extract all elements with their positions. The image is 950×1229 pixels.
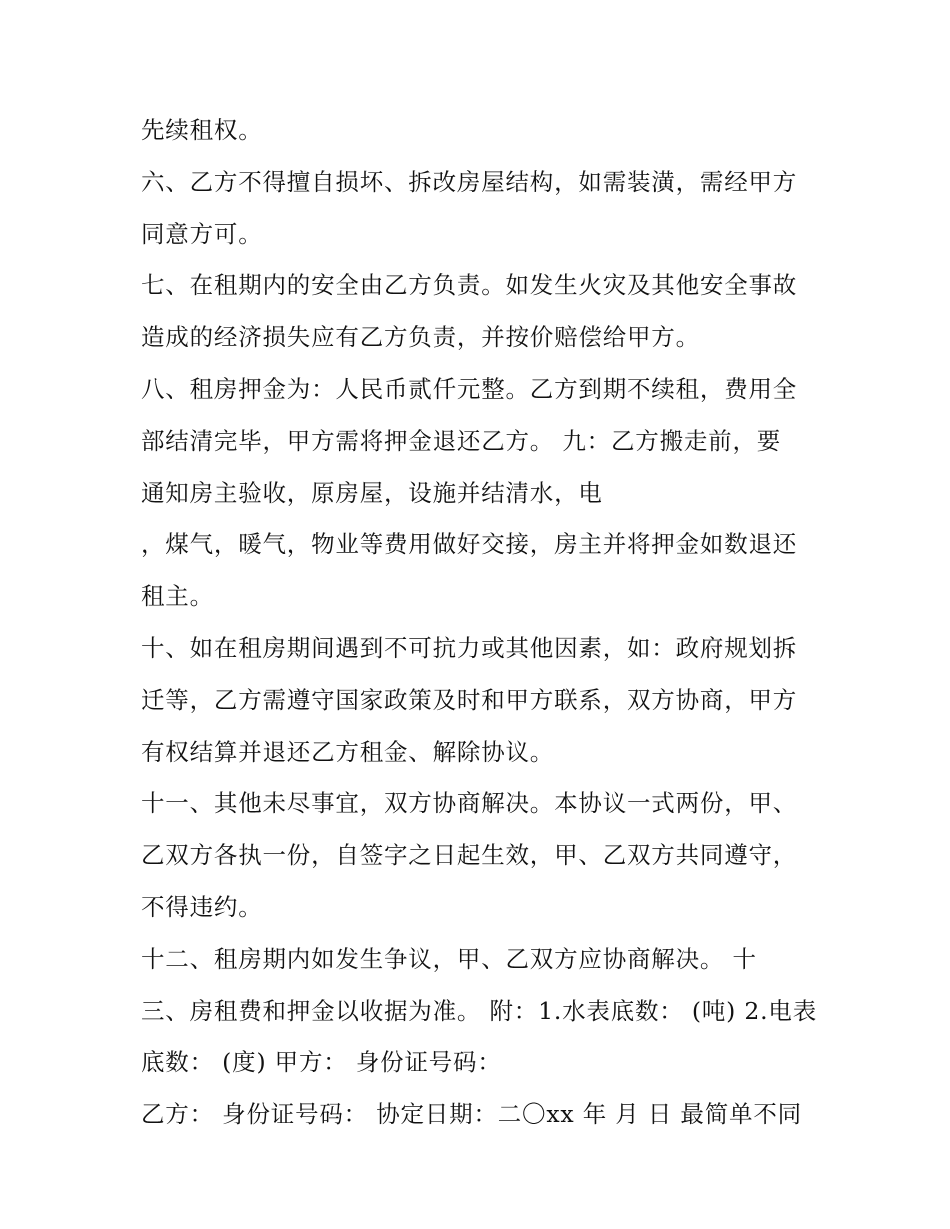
text-line: 六、乙方不得擅自损坏、拆改房屋结构，如需装潢，需经甲方 (141, 167, 798, 196)
text-line: 同意方可。 (141, 219, 263, 248)
text-line: 底数： (度) 甲方： 身份证号码： (141, 1048, 502, 1077)
document-body (141, 108, 821, 1144)
text-line: 十二、租房期内如发生争议，甲、乙双方应协商解决。 十 (141, 944, 757, 973)
text-line: 三、房租费和押金以收据为准。 附：1.水表底数： (吨) 2.电表 (141, 996, 817, 1025)
text-line: 十一、其他未尽事宜，双方协商解决。本协议一式两份，甲、 (141, 789, 798, 818)
text-line: ，煤气，暖气，物业等费用做好交接，房主并将押金如数退还 (141, 530, 798, 559)
text-line: 七、在租期内的安全由乙方负责。如发生火灾及其他安全事故 (141, 271, 798, 300)
text-line: 乙方： 身份证号码： 协定日期：二〇xx 年 月 日 最简单不同 (141, 1100, 802, 1129)
text-line: 八、租房押金为：人民币贰仟元整。乙方到期不续租，费用全 (141, 374, 798, 403)
text-line: 租主。 (141, 582, 214, 611)
text-line: 部结清完毕，甲方需将押金退还乙方。 九：乙方搬走前，要 (141, 426, 782, 455)
text-line: 造成的经济损失应有乙方负责，并按价赔偿给甲方。 (141, 323, 700, 352)
text-line: 乙双方各执一份，自签字之日起生效，甲、乙双方共同遵守， (141, 841, 798, 870)
text-line: 迁等，乙方需遵守国家政策及时和甲方联系，双方协商，甲方 (141, 685, 798, 714)
text-line: 不得违约。 (141, 892, 263, 921)
text-line: 十、如在租房期间遇到不可抗力或其他因素，如：政府规划拆 (141, 633, 798, 662)
text-line: 先续租权。 (141, 116, 263, 144)
text-line: 通知房主验收，原房屋，设施并结清水，电 (141, 478, 603, 507)
text-line: 有权结算并退还乙方租金、解除协议。 (141, 737, 555, 766)
